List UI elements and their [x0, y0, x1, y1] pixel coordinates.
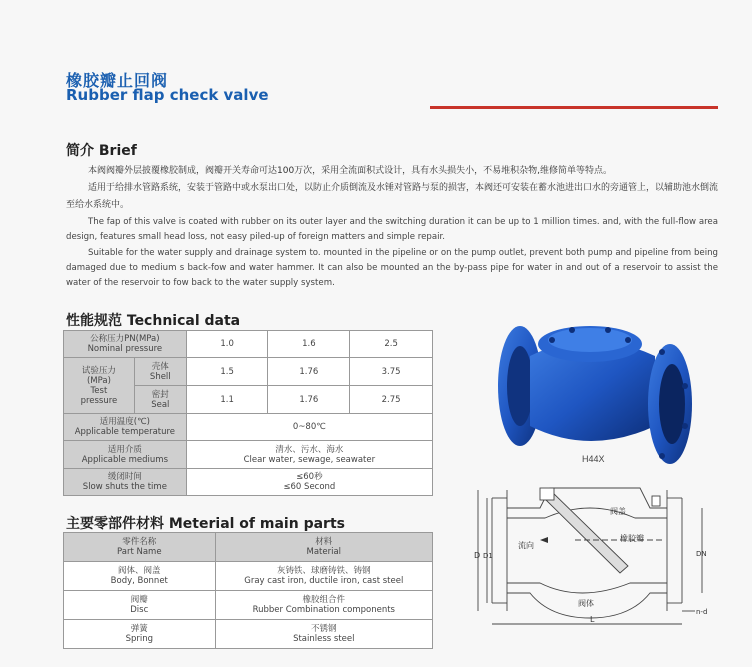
title-en: Rubber flap check valve [66, 86, 269, 104]
test-pressure-label: 试验压力 (MPa) Test pressure [64, 358, 135, 414]
slow-label: 缓闭时间 Slow shuts the time [64, 469, 187, 496]
shell-value: 1.5 [186, 358, 268, 386]
model-label: H44X [582, 454, 605, 464]
flow-arrow-icon [540, 537, 548, 543]
seal-value: 1.1 [186, 386, 268, 414]
seal-value: 1.76 [268, 386, 350, 414]
label-L: L [590, 615, 595, 624]
label-flow: 流向 [518, 541, 534, 550]
brief-cn-p1: 本阀阀瓣外层披覆橡胶制成，阀瓣开关寿命可达100万次，采用全流面积式设计，具有水头损失小，不易堆积杂物,维修简单等特点。 [88, 166, 613, 176]
pn-label: 公称压力PN(MPa) Nominal pressure [64, 331, 187, 358]
brief-cn-p2: 适用于给排水管路系统，安装于管路中或水泵出口处，以防止介质倒流及水锤对管路与泵的损害，本阀还可安装在蓄水池进出口水的旁通管上，以辅助池水倒流至给水系统中。 [66, 183, 719, 210]
slow-value: ≤60秒 ≤60 Second [186, 469, 432, 496]
part-material: 不锈钢 Stainless steel [215, 620, 432, 649]
part-material: 橡胶组合件 Rubber Combination components [215, 591, 432, 620]
parts-table [63, 532, 433, 649]
brief-en-p1: The fap of this valve is coated with rubber on its outer layer and the switching duration it can be up to 1 million times. and, with the full-flow area design, features small head loss, not easy piled-up of foreign matters and simple repair. [66, 217, 718, 242]
tech-table [63, 330, 433, 496]
temp-value: 0~80℃ [186, 414, 432, 441]
pn-value: 2.5 [350, 331, 433, 358]
shell-label: 壳体 Shell [134, 358, 186, 386]
parts-heading: 主要零部件材料 Meterial of main parts [66, 516, 345, 532]
section-drawing [470, 478, 720, 633]
pn-value: 1.0 [186, 331, 268, 358]
seal-label: 密封 Seal [134, 386, 186, 414]
label-rubber-flap: 橡胶瓣 [620, 534, 644, 543]
title-cn: 橡胶瓣止回阀 [66, 71, 169, 90]
label-bonnet: 阀盖 [610, 507, 626, 516]
shell-value: 3.75 [350, 358, 433, 386]
label-body: 阀体 [578, 599, 594, 608]
brief-en-p2: Suitable for the water supply and drainage system to. mounted in the pipeline or on the pump outlet, prevent both pump and pipeline from being damaged due to medium s back-fow and water hammer. It can also be mounted an the by-pass pipe for water in and out of a reservoir to assist the water of the reservoir to fow back to the water supply system. [66, 248, 718, 288]
seal-value: 2.75 [350, 386, 433, 414]
parts-col1-head: 零件名称 Part Name [64, 533, 216, 562]
pn-value: 1.6 [268, 331, 350, 358]
parts-col2-head: 材料 Material [215, 533, 432, 562]
media-label: 适用介质 Applicable mediums [64, 441, 187, 469]
label-D: D [474, 551, 481, 560]
part-name: 阀体、阀盖 Body, Bonnet [64, 562, 216, 591]
part-name: 阀瓣 Disc [64, 591, 216, 620]
media-value: 清水、污水、海水 Clear water, sewage, seawater [186, 441, 432, 469]
valve-photo [490, 316, 700, 476]
shell-value: 1.76 [268, 358, 350, 386]
temp-label: 适用温度(℃) Applicable temperature [64, 414, 187, 441]
part-name: 弹簧 Spring [64, 620, 216, 649]
part-material: 灰铸铁、球磨铸铁、铸钢 Gray cast iron, ductile iron, cast steel [215, 562, 432, 591]
label-D1: D1 [483, 552, 493, 560]
tech-heading: 性能规范 Technical data [66, 313, 241, 329]
brief-heading: 简介 Brief [66, 143, 137, 159]
label-n-d: n-d [696, 608, 708, 616]
label-DN: DN [696, 550, 707, 558]
title-rule [430, 106, 718, 109]
